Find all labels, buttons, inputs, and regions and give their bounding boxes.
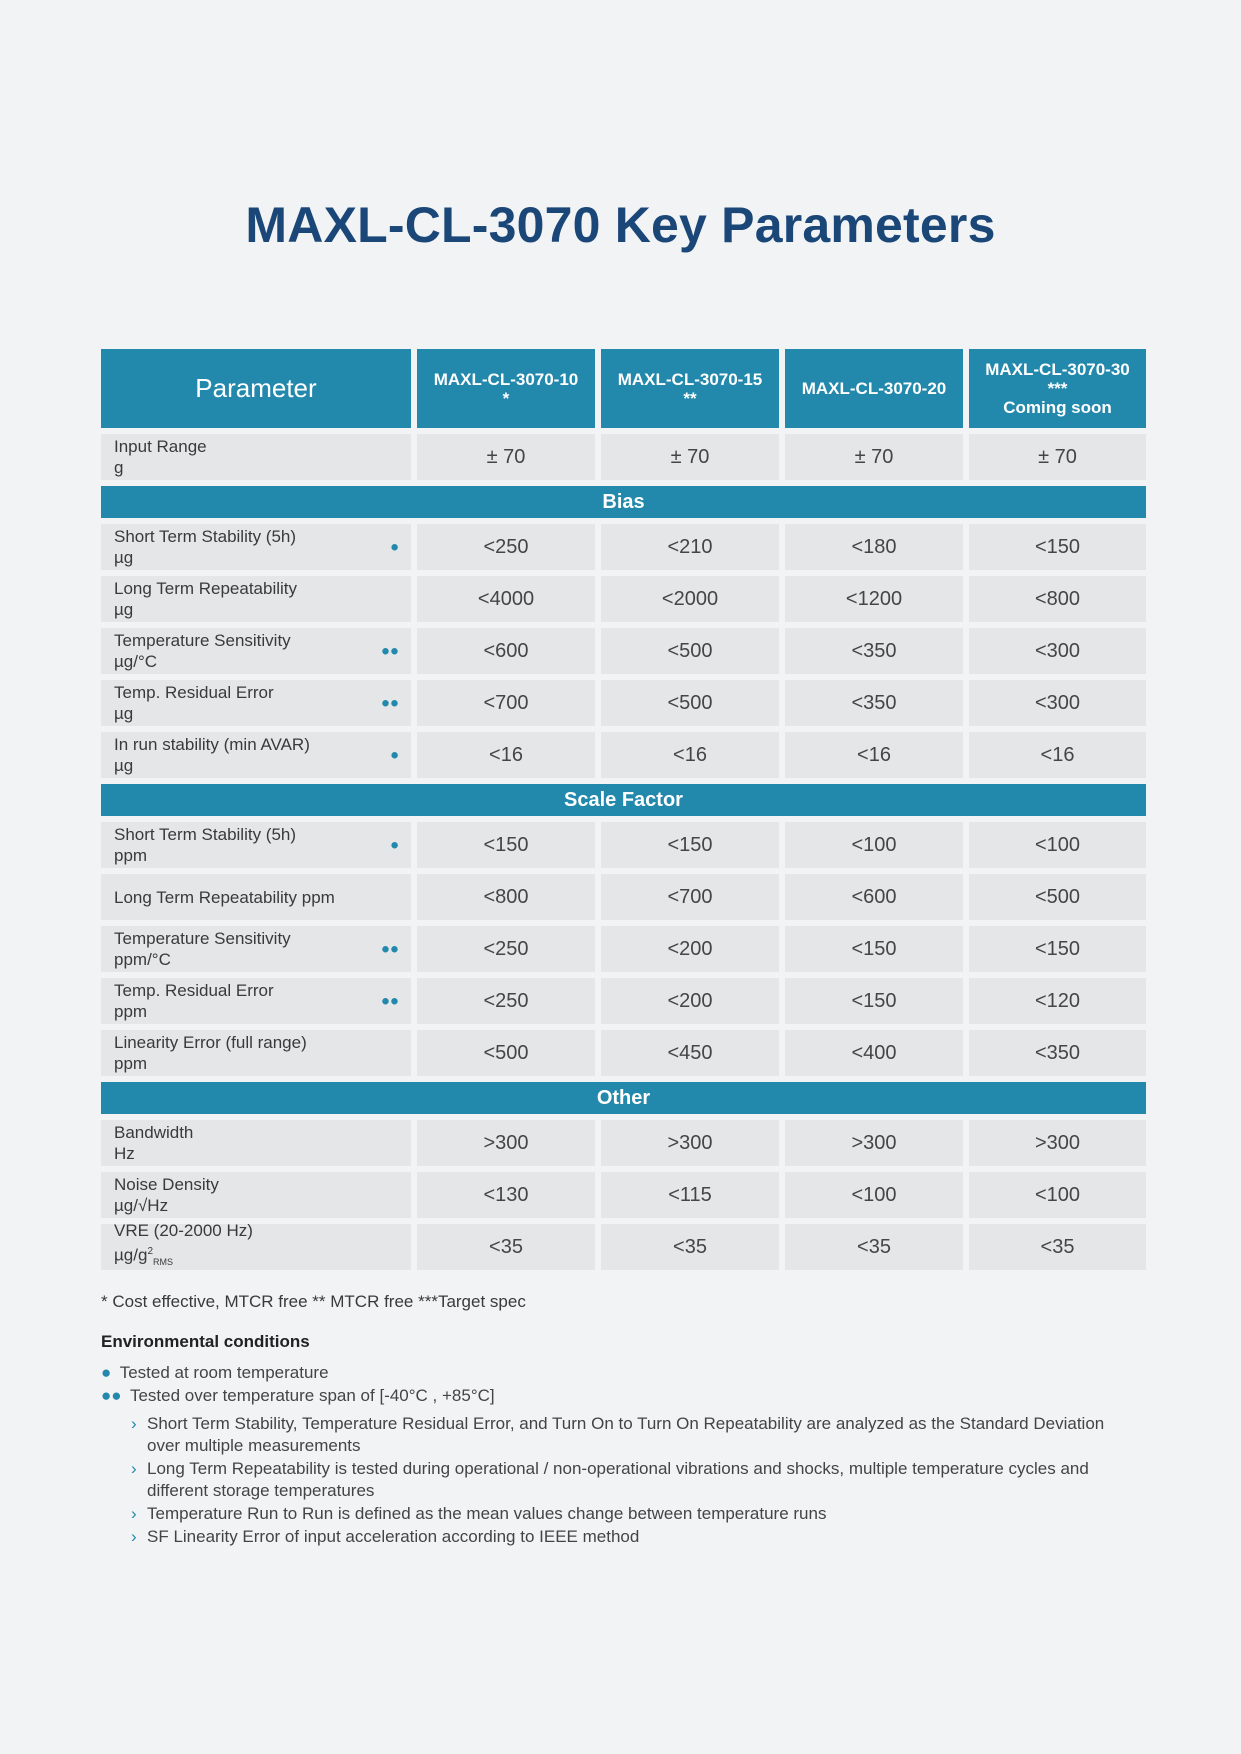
value-cell: <150 xyxy=(785,978,963,1024)
value-cell: <250 xyxy=(417,926,595,972)
env-note-text: Long Term Repeatability is tested during operational / non-operational vibrations and shocks, multiple temperature cycles and different storage temperatures xyxy=(147,1459,1089,1500)
value-cell: <2000 xyxy=(601,576,779,622)
parameter-unit: µg/√Hz xyxy=(114,1196,169,1215)
env-item-text: Tested over temperature span of [-40°C , +85°C] xyxy=(129,1386,495,1405)
double-dot-icon: ●● xyxy=(380,992,399,1010)
parameter-unit: $\mu g/g^2_{RMS}$ xyxy=(114,1246,173,1268)
env-note xyxy=(131,1526,1141,1548)
value-cell: <100 xyxy=(785,1172,963,1218)
value-cell: <16 xyxy=(785,732,963,778)
parameter-cell xyxy=(101,732,411,778)
value-cell: <600 xyxy=(417,628,595,674)
page-title: MAXL-CL-3070 Key Parameters xyxy=(245,197,996,253)
env-note-text: SF Linearity Error of input acceleration according to IEEE method xyxy=(147,1527,640,1546)
parameter-name: Input Range xyxy=(114,437,207,456)
value-cell: >300 xyxy=(417,1120,595,1166)
value-cell: <100 xyxy=(969,822,1146,868)
value-cell: <200 xyxy=(601,926,779,972)
parameter-name: Temperature Sensitivity xyxy=(114,631,291,650)
parameter-cell xyxy=(101,434,411,480)
parameter-unit: ppm/°C xyxy=(114,950,171,969)
value-cell: <150 xyxy=(969,524,1146,570)
parameter-name: Linearity Error (full range) xyxy=(114,1033,307,1052)
value-cell: <500 xyxy=(969,874,1146,920)
chevron-right-icon: › xyxy=(131,1504,137,1523)
chevron-right-icon: › xyxy=(131,1459,137,1478)
header-model xyxy=(417,349,595,428)
value-cell: <16 xyxy=(969,732,1146,778)
parameter-name: Temp. Residual Error xyxy=(114,981,274,1000)
value-cell: <35 xyxy=(417,1224,595,1270)
value-cell: ± 70 xyxy=(417,434,595,480)
header-model xyxy=(969,349,1146,428)
header-model-stack xyxy=(618,370,763,408)
value-cell: <100 xyxy=(969,1172,1146,1218)
value-cell: <350 xyxy=(785,628,963,674)
value-cell: <450 xyxy=(601,1030,779,1076)
value-cell: ± 70 xyxy=(785,434,963,480)
model-mark: *** xyxy=(1047,379,1068,398)
value-cell: <600 xyxy=(785,874,963,920)
parameter-cell xyxy=(101,822,411,868)
env-note-text: Temperature Run to Run is defined as the mean values change between temperature runs xyxy=(147,1504,827,1523)
parameter-name: Short Term Stability (5h) xyxy=(114,825,297,844)
value-cell: >300 xyxy=(969,1120,1146,1166)
double-dot-icon: ●● xyxy=(380,694,399,712)
value-cell: <35 xyxy=(969,1224,1146,1270)
environmental-conditions-title: Environmental conditions xyxy=(101,1332,310,1351)
double-dot-icon: ●● xyxy=(101,1386,122,1405)
parameter-name: Temp. Residual Error xyxy=(114,683,274,702)
table-footnote: * Cost effective, MTCR free ** MTCR free ***Target spec xyxy=(101,1292,526,1311)
parameter-cell xyxy=(101,680,411,726)
parameter-name: VRE (20-2000 Hz) xyxy=(114,1221,253,1241)
value-cell: <500 xyxy=(601,628,779,674)
value-cell: <16 xyxy=(417,732,595,778)
value-cell: <800 xyxy=(969,576,1146,622)
env-notes-list xyxy=(131,1413,1141,1548)
model-name: MAXL-CL-3070-15 xyxy=(617,369,763,389)
value-cell: <1200 xyxy=(785,576,963,622)
chevron-right-icon: › xyxy=(131,1414,137,1433)
value-cell: <150 xyxy=(969,926,1146,972)
parameter-cell xyxy=(101,1172,411,1218)
parameter-unit: µg xyxy=(114,756,134,775)
parameter-unit: µg xyxy=(114,704,134,723)
value-cell: <800 xyxy=(417,874,595,920)
value-cell: <35 xyxy=(601,1224,779,1270)
parameter-unit: ppm xyxy=(114,1054,148,1073)
parameter-cell xyxy=(101,1120,411,1166)
parameter-name: Long Term Repeatability ppm xyxy=(114,887,335,907)
single-dot-icon: ● xyxy=(389,746,399,764)
value-cell: <350 xyxy=(969,1030,1146,1076)
value-cell: <250 xyxy=(417,978,595,1024)
value-cell: <4000 xyxy=(417,576,595,622)
parameter-unit: ppm xyxy=(114,1002,148,1021)
env-note xyxy=(131,1458,1141,1502)
parameter-name: Noise Density xyxy=(114,1175,219,1194)
double-dot-icon: ●● xyxy=(380,940,399,958)
parameter-name: Bandwidth xyxy=(114,1123,194,1142)
value-cell: <115 xyxy=(601,1172,779,1218)
parameter-cell xyxy=(101,978,411,1024)
parameter-cell xyxy=(101,926,411,972)
model-name: MAXL-CL-3070-30 xyxy=(985,360,1130,379)
header-model-stack xyxy=(802,379,947,398)
value-cell: <500 xyxy=(601,680,779,726)
parameter-name: In run stability (min AVAR) xyxy=(114,735,310,754)
double-dot-icon: ●● xyxy=(380,642,399,660)
parameter-name: Long Term Repeatability xyxy=(114,579,298,598)
model-name: MAXL-CL-3070-10 xyxy=(433,369,579,389)
model-mark: ** xyxy=(683,388,697,408)
single-dot-icon: ● xyxy=(101,1363,112,1382)
value-cell: <350 xyxy=(785,680,963,726)
parameter-unit: µg xyxy=(114,548,134,567)
environmental-conditions xyxy=(101,1362,1141,1549)
chevron-right-icon: › xyxy=(131,1527,137,1546)
value-cell: <120 xyxy=(969,978,1146,1024)
parameter-unit: µg xyxy=(114,600,134,619)
header-model xyxy=(601,349,779,428)
value-cell: <700 xyxy=(601,874,779,920)
value-cell: ± 70 xyxy=(601,434,779,480)
value-cell: <180 xyxy=(785,524,963,570)
value-cell: <150 xyxy=(601,822,779,868)
header-parameter: Parameter xyxy=(101,349,411,428)
value-cell: <35 xyxy=(785,1224,963,1270)
value-cell: <700 xyxy=(417,680,595,726)
value-cell: ± 70 xyxy=(969,434,1146,480)
single-dot-icon: ● xyxy=(389,538,399,556)
value-cell: <500 xyxy=(417,1030,595,1076)
env-note xyxy=(131,1503,1141,1525)
env-item-text: Tested at room temperature xyxy=(119,1363,329,1382)
value-cell: <150 xyxy=(785,926,963,972)
value-cell: <300 xyxy=(969,680,1146,726)
parameter-name: Temperature Sensitivity xyxy=(114,929,291,948)
value-cell: >300 xyxy=(601,1120,779,1166)
value-cell: <250 xyxy=(417,524,595,570)
section-header: Scale Factor xyxy=(101,784,1146,816)
header-model xyxy=(785,349,963,428)
model-name: MAXL-CL-3070-20 xyxy=(801,379,947,398)
env-note-text: Short Term Stability, Temperature Residual Error, and Turn On to Turn On Repeatability are analyzed as the Standard Deviation over multiple measurements xyxy=(147,1414,1105,1455)
value-cell: >300 xyxy=(785,1120,963,1166)
section-header: Bias xyxy=(101,486,1146,518)
parameter-cell xyxy=(101,628,411,674)
parameter-cell xyxy=(101,1030,411,1076)
model-note: Coming soon xyxy=(1003,398,1112,417)
value-cell: <400 xyxy=(785,1030,963,1076)
parameter-unit: µg/°C xyxy=(114,652,158,671)
unit-superscript: 2 xyxy=(147,1246,153,1258)
value-cell: <16 xyxy=(601,732,779,778)
single-dot-icon: ● xyxy=(389,836,399,854)
env-note xyxy=(131,1413,1141,1457)
parameter-cell xyxy=(101,874,411,920)
value-cell: <130 xyxy=(417,1172,595,1218)
section-header: Other xyxy=(101,1082,1146,1114)
parameter-cell xyxy=(101,524,411,570)
header-model-stack xyxy=(434,370,579,408)
parameter-unit: Hz xyxy=(114,1144,135,1163)
parameter-unit: ppm xyxy=(114,846,148,865)
unit-subscript: RMS xyxy=(153,1257,173,1268)
model-mark: * xyxy=(502,388,510,408)
env-item-room-temperature xyxy=(101,1362,1141,1384)
value-cell: <100 xyxy=(785,822,963,868)
parameter-cell xyxy=(101,576,411,622)
value-cell: <300 xyxy=(969,628,1146,674)
key-parameters-table xyxy=(101,349,1140,1270)
value-cell: <210 xyxy=(601,524,779,570)
parameter-cell xyxy=(101,1221,411,1270)
parameter-name: Short Term Stability (5h) xyxy=(114,527,297,546)
env-item-temperature-span xyxy=(101,1385,1141,1407)
header-model-stack xyxy=(985,360,1130,417)
value-cell: <200 xyxy=(601,978,779,1024)
parameter-unit: g xyxy=(114,458,124,477)
value-cell: <150 xyxy=(417,822,595,868)
